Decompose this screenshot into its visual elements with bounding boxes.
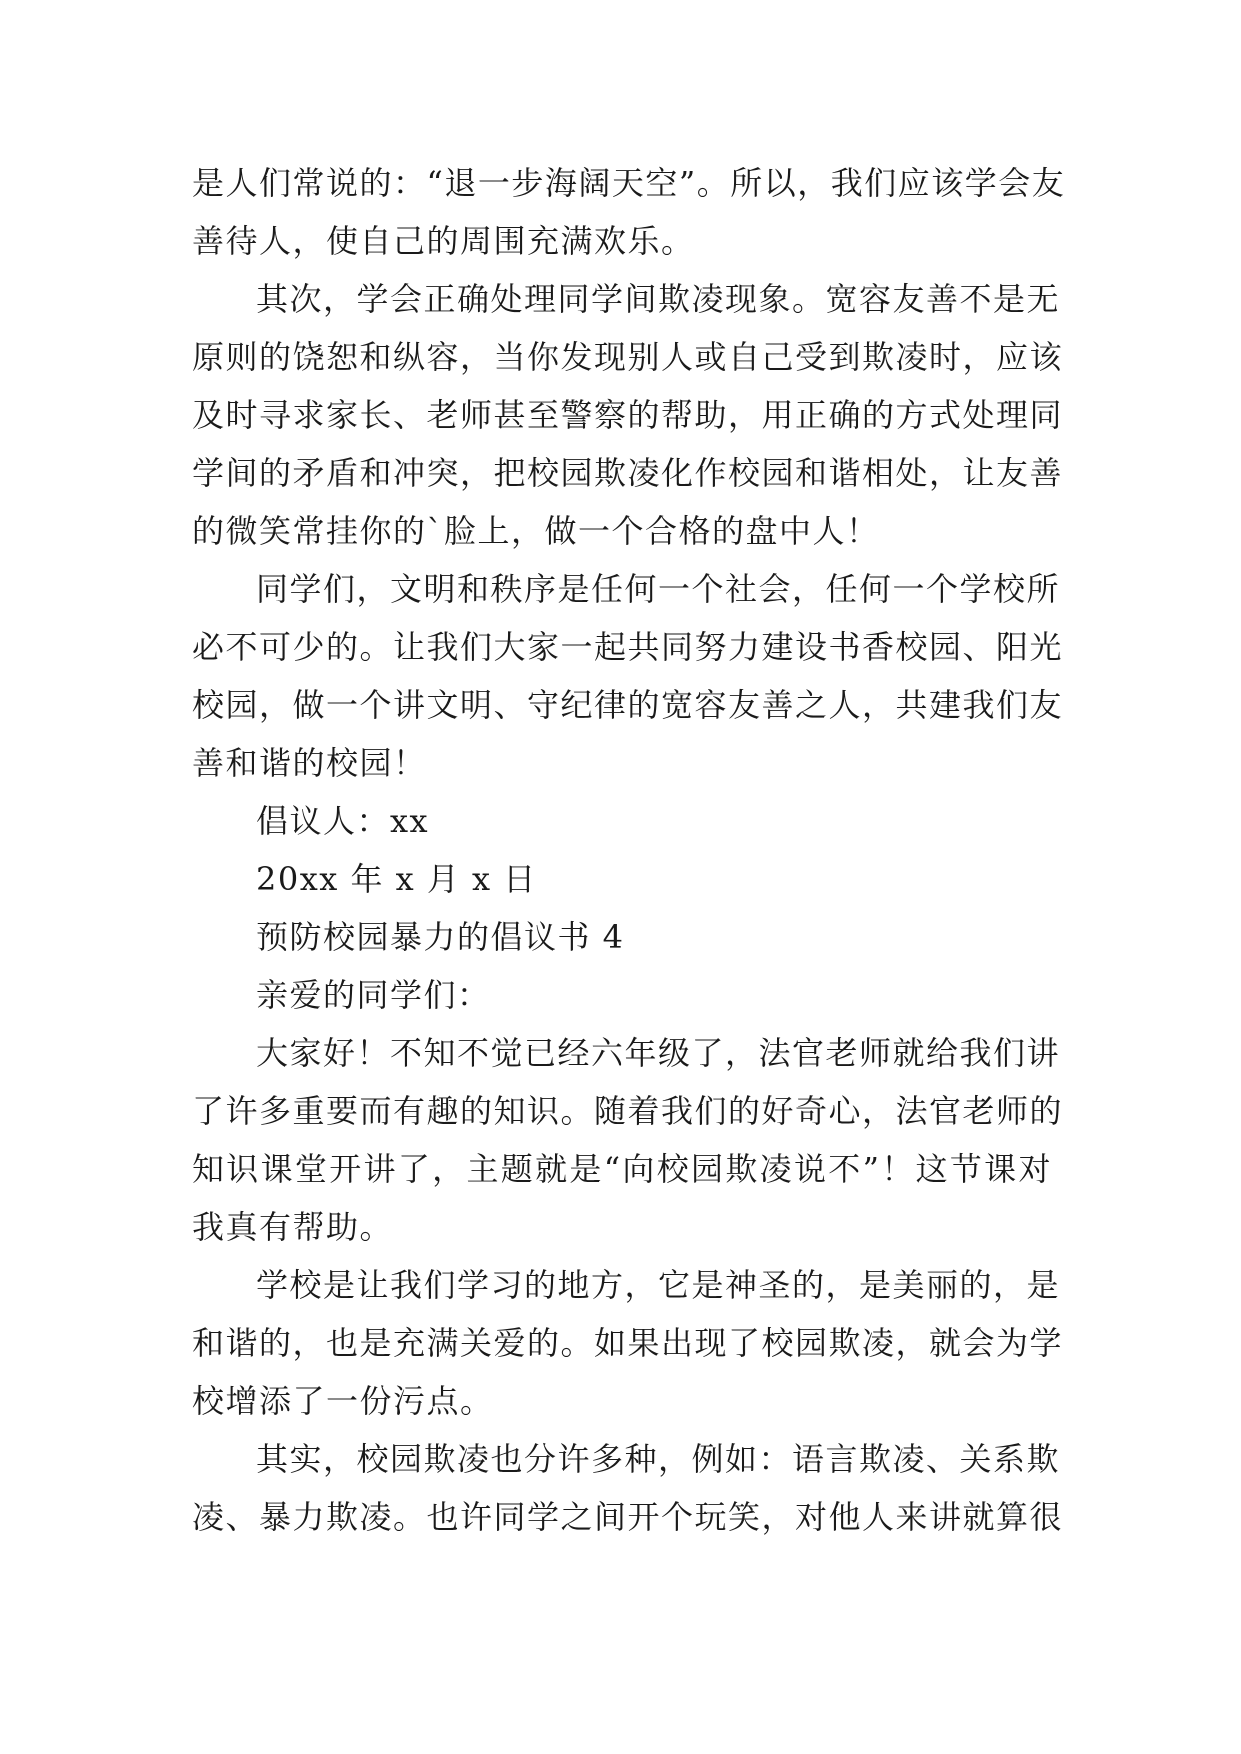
- proposer-text: 倡议人：xx: [256, 802, 430, 840]
- signature-proposer: [192, 792, 1052, 850]
- text-line: 了许多重要而有趣的知识。随着我们的好奇心，法官老师的: [192, 1092, 1064, 1130]
- paragraph-4: [192, 1024, 1064, 1256]
- section-title: [192, 908, 1052, 966]
- text-line: 必不可少的。让我们大家一起共同努力建设书香校园、阳光: [192, 628, 1064, 666]
- text-line: 大家好！不知不觉已经六年级了，法官老师就给我们讲: [256, 1034, 1061, 1072]
- date-text: 20xx 年 x 月 x 日: [256, 860, 537, 898]
- signature-date: [192, 850, 1052, 908]
- section-title-text: 预防校园暴力的倡议书 4: [256, 918, 625, 956]
- text-line: 凌、暴力欺凌。也许同学之间开个玩笑，对他人来讲就算很: [192, 1498, 1064, 1536]
- paragraph-3: [192, 560, 1064, 792]
- text-line: 学间的矛盾和冲突，把校园欺凌化作校园和谐相处，让友善: [192, 454, 1064, 492]
- text-line: 其实，校园欺凌也分许多种，例如：语言欺凌、关系欺: [256, 1440, 1061, 1478]
- paragraph-6: [192, 1430, 1064, 1546]
- text-line: 知识课堂开讲了，主题就是“向校园欺凌说不”！这节课对: [192, 1150, 1052, 1188]
- text-line: 及时寻求家长、老师甚至警察的帮助，用正确的方式处理同: [192, 396, 1064, 434]
- greeting-text: 亲爱的同学们：: [256, 976, 491, 1014]
- text-line: 是人们常说的：“退一步海阔天空”。所以，我们应该学会友: [192, 164, 1066, 202]
- text-line: 善待人，使自己的周围充满欢乐。: [192, 222, 695, 260]
- text-line: 校增添了一份污点。: [192, 1382, 494, 1420]
- text-line: 其次，学会正确处理同学间欺凌现象。宽容友善不是无: [256, 280, 1061, 318]
- text-line: 和谐的，也是充满关爱的。如果出现了校园欺凌，就会为学: [192, 1324, 1064, 1362]
- text-line: 善和谐的校园！: [192, 744, 427, 782]
- text-line: 学校是让我们学习的地方，它是神圣的，是美丽的，是: [256, 1266, 1061, 1304]
- text-line: 同学们，文明和秩序是任何一个社会，任何一个学校所: [256, 570, 1061, 608]
- text-line: 校园，做一个讲文明、守纪律的宽容友善之人，共建我们友: [192, 686, 1064, 724]
- paragraph-2: [192, 270, 1064, 560]
- greeting: [192, 966, 1052, 1024]
- paragraph-5: [192, 1256, 1064, 1430]
- document-body: [192, 154, 1066, 1546]
- paragraph-1: [192, 154, 1066, 270]
- text-line: 原则的饶恕和纵容，当你发现别人或自己受到欺凌时，应该: [192, 338, 1064, 376]
- text-line: 我真有帮助。: [192, 1208, 394, 1246]
- text-line: 的微笑常挂你的`脸上，做一个合格的盘中人！: [192, 512, 880, 550]
